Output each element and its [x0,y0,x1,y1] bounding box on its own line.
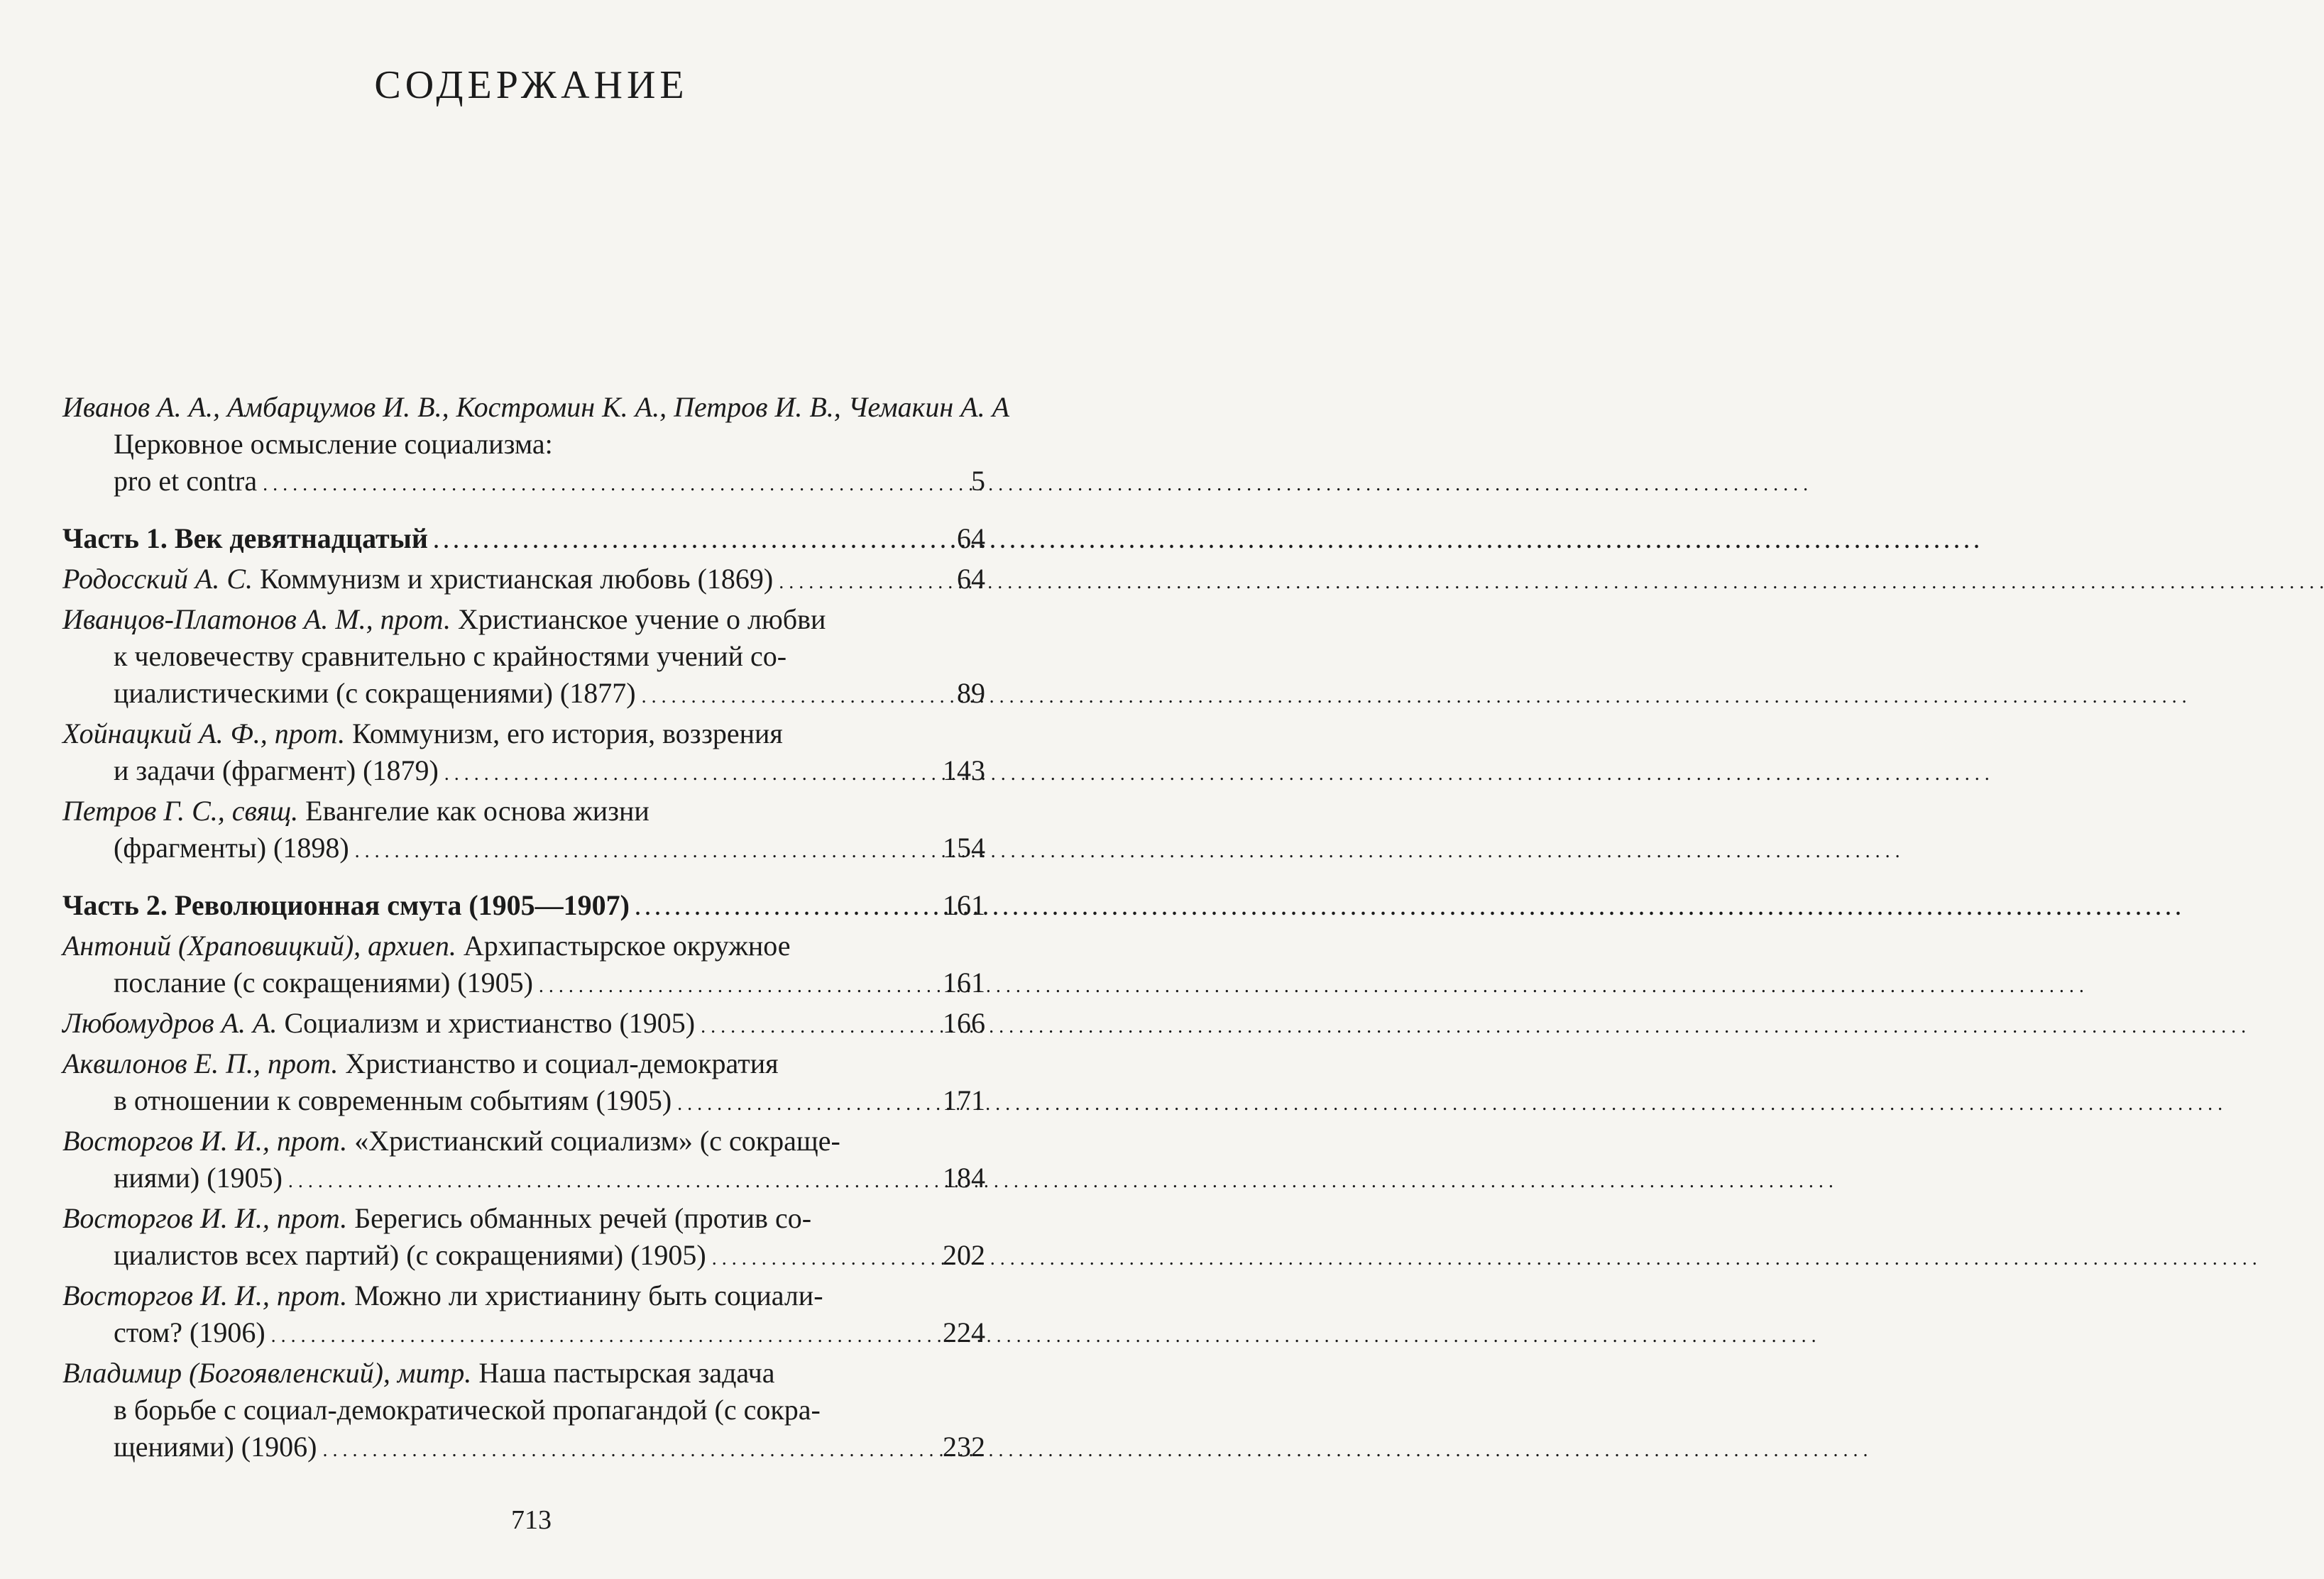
toc-entry-page: 171 [943,1084,985,1116]
toc-entry-first-line [62,1355,985,1392]
dot-leader [444,752,923,793]
toc-entry-text [62,1005,695,1042]
dot-leader [712,1237,923,1277]
toc-entry-title: Архипастырское окружное [463,930,791,962]
toc-part-heading [62,887,985,928]
toc-entry-last-line [62,1314,985,1355]
toc-entry [62,601,985,715]
toc-entry-author: Хойнацкий А. Ф., прот. [62,717,346,749]
dot-leader [288,1160,923,1200]
toc-part-title: Часть 1. Век девятнадцатый [62,522,428,554]
toc-entry-text: pro et contra [114,465,258,497]
toc-entry-first-line [62,793,985,830]
toc-entry-author: Любомудров А. А. [62,1007,278,1039]
toc-entry [62,793,985,870]
dot-leader [322,1429,923,1469]
toc-entry-title: Социализм и христианство (1905) [284,1007,696,1039]
toc-entry [62,389,1010,503]
toc-entry-title: Христианство и социал-демократия [345,1047,779,1079]
toc-entry [62,1123,985,1200]
toc-entry-page: 5 [971,465,985,497]
toc-entry-page: 143 [943,754,985,786]
toc-entry-title: «Христианский социализм» (с сокраще- [354,1125,840,1157]
toc-entry-last-line [62,463,985,503]
toc-entry-page: 166 [943,1007,985,1039]
toc-part-page: 161 [943,889,985,921]
dot-leader [677,1082,923,1123]
toc-entry [62,1005,985,1045]
book-page [0,0,1063,1579]
toc-entry [62,928,985,1005]
toc-entry-title: Христианское учение о любви [458,603,826,635]
toc-entry-text-line: к человечеству сравнительно с крайностями учений со- [114,640,787,672]
toc-entry-text-line: Церковное осмысление социализма: [114,428,553,460]
page-title: СОДЕРЖАНИЕ [374,63,689,107]
table-of-contents [62,389,1010,1469]
toc-entry-author: Иванов А. А., Амбарцумов И. В., Костромин К. А., Петров И. В., Чемакин А. А [62,391,1010,423]
toc-entry-text: щениями) (1906) [114,1431,317,1463]
toc-entry-page: 89 [957,677,985,709]
toc-entry-text-line: в борьбе с социал-демократической пропагандой (с сокра- [114,1394,821,1426]
toc-entry-title: Евангелие как основа жизни [305,795,649,827]
toc-entry-text [62,561,773,598]
toc-part-page: 64 [957,522,985,554]
toc-entry [62,715,985,793]
toc-entry-last-line [62,675,985,715]
toc-part-line [62,520,985,561]
toc-part-title: Часть 2. Революционная смута (1905—1907) [62,889,630,921]
toc-entry-first-line [62,1200,985,1237]
toc-entry-first-line [62,715,985,752]
toc-entry-author: Иванцов-Платонов А. М., прот. [62,603,451,635]
toc-entry-page: 161 [943,967,985,998]
toc-entry-author: Антоний (Храповицкий), архиеп. [62,930,456,962]
page-number: 713 [511,1505,552,1535]
toc-entry-title: Берегись обманных речей (против со- [354,1202,812,1234]
toc-entry-first-line [62,1045,985,1082]
toc-entry-last-line [62,1160,985,1200]
toc-entry-first-line [62,1123,985,1160]
dot-leader [539,964,923,1005]
toc-entry-text: послание (с сокращениями) (1905) [114,967,533,998]
toc-entry-text: циалистов всех партий) (с сокращениями) (1905) [114,1239,706,1271]
toc-entry [62,1045,985,1123]
toc-entry-author: Аквилонов Е. П., прот. [62,1047,339,1079]
toc-part-line [62,887,985,928]
toc-entry-page: 184 [943,1162,985,1194]
toc-entry-last-line [62,752,985,793]
dot-leader [701,1005,923,1045]
toc-entry-text: (фрагменты) (1898) [114,832,349,864]
toc-entry-first-line [62,928,985,964]
toc-entry-page: 154 [943,832,985,864]
toc-entry-first-line [62,601,985,638]
toc-entry-last-line [62,561,985,601]
dot-leader [355,830,923,870]
toc-entry-author: Восторгов И. И., прот. [62,1125,348,1157]
toc-entry-text: ниями) (1905) [114,1162,283,1194]
toc-entry-last-line [62,1005,985,1045]
dot-leader [642,675,923,715]
dot-leader [779,561,923,601]
toc-entry-author: Петров Г. С., свящ. [62,795,299,827]
toc-entry [62,561,985,601]
dot-leader [635,887,923,928]
toc-entry-title: Коммунизм, его история, воззрения [352,717,783,749]
toc-entry-text: циалистическими (с сокращениями) (1877) [114,677,636,709]
toc-entry-author: Восторгов И. И., прот. [62,1202,348,1234]
toc-entry-last-line [62,964,985,1005]
toc-entry-author: Восторгов И. И., прот. [62,1280,348,1311]
toc-entry [62,1200,985,1277]
toc-entry-page: 202 [943,1239,985,1271]
toc-entry-text: стом? (1906) [114,1316,265,1348]
toc-entry-title: Можно ли христианину быть социали- [354,1280,823,1311]
toc-entry-author: Владимир (Богоявленский), митр. [62,1357,472,1389]
toc-entry [62,1355,985,1469]
dot-leader [271,1314,923,1355]
toc-entry-author: Родосский А. С. [62,563,253,595]
dot-leader [434,520,923,561]
toc-entry-last-line [62,830,985,870]
dot-leader [263,463,923,503]
toc-entry-text: в отношении к современным событиям (1905) [114,1084,672,1116]
toc-entry-title: Коммунизм и христианская любовь (1869) [260,563,774,595]
toc-entry [62,1277,985,1355]
toc-entry-last-line [62,1429,985,1469]
toc-entry-page: 232 [943,1431,985,1463]
toc-entry-page: 224 [943,1316,985,1348]
toc-entry-page: 64 [957,563,985,595]
toc-entry-text: и задачи (фрагмент) (1879) [114,754,439,786]
toc-entry-first-line [62,1277,985,1314]
toc-part-heading [62,520,985,561]
toc-entry-last-line [62,1082,985,1123]
toc-entry-last-line [62,1237,985,1277]
toc-entry-first-line [62,389,1010,426]
toc-entry-title: Наша пастырская задача [478,1357,775,1389]
